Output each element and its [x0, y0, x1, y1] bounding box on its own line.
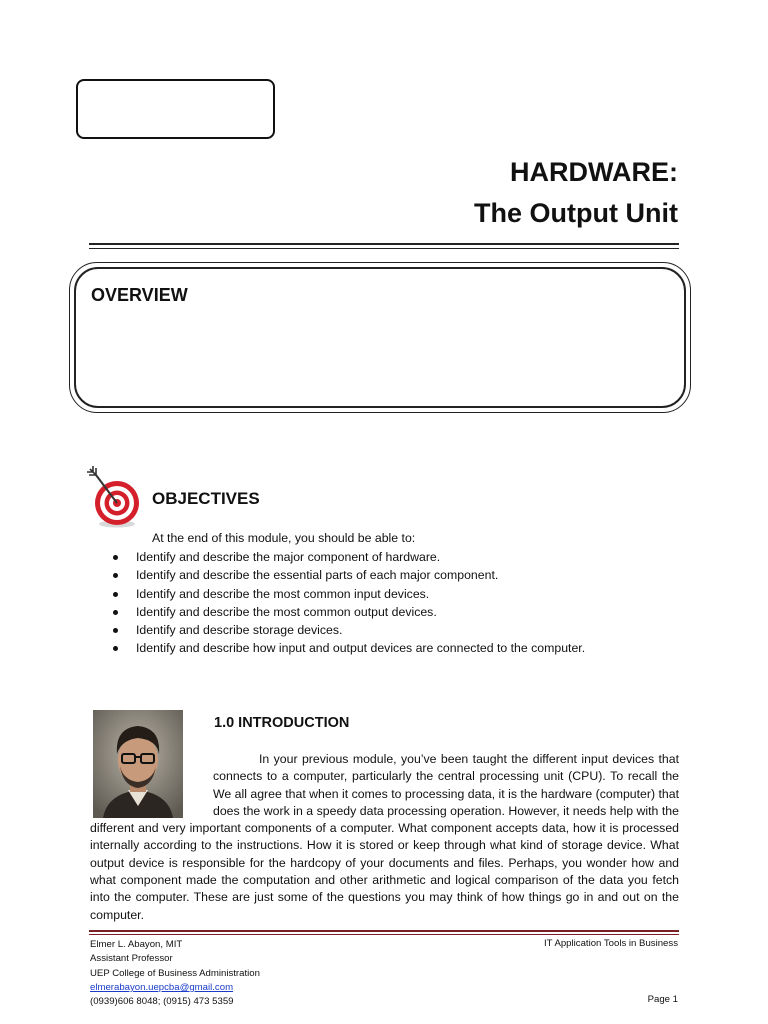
target-bullseye-icon: [84, 463, 144, 529]
footer-author: Elmer L. Abayon, MIT: [90, 939, 183, 950]
overview-heading: OVERVIEW: [91, 285, 188, 305]
footer-divider-thin: [89, 934, 679, 935]
portrait-spacer: [90, 751, 213, 820]
objective-item: Identify and describe the most common output devices.: [110, 603, 585, 621]
introduction-paragraph: In your previous module, you’ve been taught the different input devices that connects to a computer, particularly the central processing unit (CPU). To recall the We all agree that when it comes to processing data, it is the hardware (computer) that does the work in a speedy data processing operation. However, it needs help with the different and very important components of a computer. What component accepts data, how it is processed internally according to the instructions. How it is stored or keep through what kind of storage device. What output device is responsible for the hardcopy of your documents and files. Perhaps, you wonder how and what component made the computation and other arithmetic and logical comparison of the data you fetch into the computer. These are just some of the questions you may think of how things go in and out on the computer.: [90, 752, 679, 922]
objective-item: Identify and describe storage devices.: [110, 621, 585, 639]
footer-position: Assistant Professor: [90, 953, 173, 965]
footer-email-link[interactable]: elmerabayon.uepcba@gmail.com: [90, 981, 234, 993]
objectives-list: [110, 548, 585, 658]
objectives-heading: OBJECTIVES: [152, 489, 260, 508]
page-number: Page 1: [647, 994, 678, 1005]
footer-divider: [89, 930, 679, 932]
objective-item: Identify and describe the essential parts of each major component.: [110, 566, 585, 584]
objective-item: Identify and describe how input and output devices are connected to the computer.: [110, 639, 585, 657]
page-title: [474, 152, 678, 234]
title-line-2: The Output Unit: [474, 198, 678, 228]
title-divider-thin: [89, 248, 679, 249]
footer-college: UEP College of Business Administration: [90, 967, 260, 979]
introduction-body: [90, 751, 679, 924]
title-line-1: HARDWARE:: [510, 157, 678, 187]
objective-item: Identify and describe the most common input devices.: [110, 585, 585, 603]
objectives-intro: At the end of this module, you should be able to:: [152, 531, 416, 545]
footer-author-block: [90, 938, 260, 1009]
title-divider: [89, 243, 679, 245]
introduction-heading: 1.0 INTRODUCTION: [214, 715, 350, 731]
objective-item: Identify and describe the major component of hardware.: [110, 548, 585, 566]
footer-course: IT Application Tools in Business: [543, 938, 678, 949]
footer-phone: (0939)606 8048; (0915) 473 5359: [90, 996, 234, 1008]
module-label-box: [76, 79, 275, 139]
